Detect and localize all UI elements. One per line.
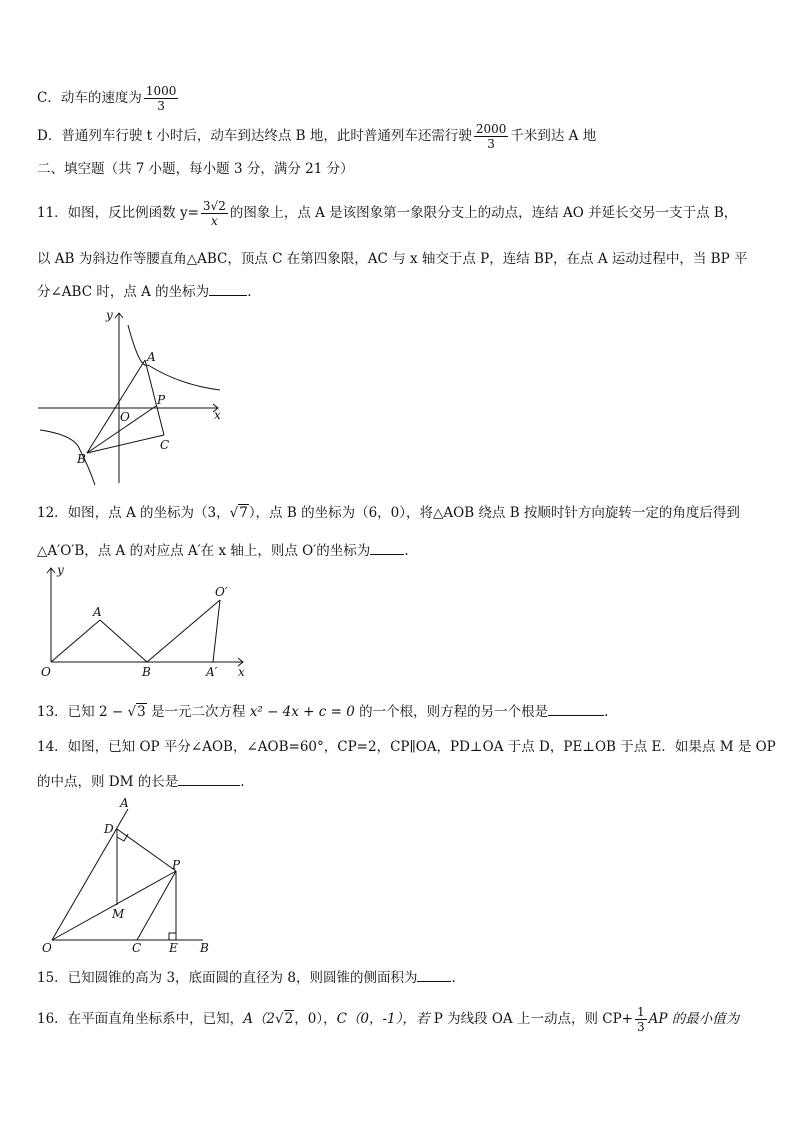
label-c: C	[132, 941, 142, 955]
q11-figure	[30, 305, 230, 490]
q15-end: .	[451, 970, 456, 986]
q12-text-2: ），点 B 的坐标为（6，0），将△AOB 绕点 B 按顺时针方向旋转一定的角度后得到	[248, 505, 740, 521]
q16-line	[37, 1005, 757, 1034]
option-c	[37, 84, 757, 113]
sqrt-radicand: 3	[137, 704, 146, 720]
fraction	[474, 122, 509, 151]
answer-blank[interactable]	[548, 701, 604, 716]
label-o: O	[120, 410, 130, 424]
q13-text: 13．已知 2 −	[37, 704, 128, 720]
q12-text-3: △A′O′B，点 A 的对应点 A′在 x 轴上，则点 O′的坐标为	[37, 543, 371, 559]
label-y: y	[57, 563, 64, 577]
answer-blank[interactable]	[370, 540, 404, 555]
q11-text-3: 分∠ABC 时，点 A 的坐标为	[37, 284, 210, 300]
q15-text: 15．已知圆锥的高为 3，底面圆的直径为 8，则圆锥的侧面积为	[37, 970, 418, 986]
q13-text-2: 是一元二次方程	[146, 704, 250, 720]
hyperbola-branch-2	[40, 430, 95, 485]
segment-o-prime-a-prime	[213, 600, 220, 662]
label-x: x	[238, 665, 245, 679]
hyperbola-branch-1	[128, 325, 220, 390]
segment-dp	[117, 829, 176, 871]
q15-line	[37, 967, 757, 988]
fraction	[144, 84, 179, 113]
q14-figure	[38, 795, 228, 960]
fraction-denominator: 3	[157, 99, 165, 113]
fraction-numerator: 3√2	[202, 199, 226, 213]
q14-end: .	[240, 774, 245, 790]
label-m: M	[112, 907, 125, 921]
q12-end: .	[404, 543, 409, 559]
label-y: y	[106, 308, 113, 322]
q11-end: .	[247, 284, 252, 300]
fraction-numerator: 1	[637, 1005, 645, 1019]
answer-blank[interactable]	[417, 967, 451, 982]
label-e: E	[169, 941, 178, 955]
fraction	[201, 199, 228, 228]
q11-text: 11．如图，反比例函数 y=	[37, 205, 199, 221]
fraction-numerator: 1000	[145, 84, 177, 98]
q11-line3	[37, 281, 757, 302]
segment-bo-prime	[147, 600, 220, 662]
option-d-text: D．普通列车行驶 t 小时后，动车到达终点 B 地，此时普通列车还需行驶	[37, 128, 472, 144]
q11-line1	[37, 199, 757, 228]
label-c: C	[160, 438, 170, 452]
q16-point-c: C（0，-1），若	[336, 1011, 430, 1027]
answer-blank[interactable]	[209, 281, 247, 296]
sqrt: √7	[229, 505, 248, 521]
right-angle-e	[169, 933, 176, 940]
label-a: A	[147, 350, 156, 364]
q13-end: .	[604, 704, 609, 720]
label-x: x	[214, 408, 221, 422]
q12-line2	[37, 540, 757, 561]
q14-text: 的中点，则 DM 的长是	[37, 774, 179, 790]
label-o: O	[42, 941, 52, 955]
fraction-denominator: 3	[637, 1020, 645, 1034]
label-a-prime: A′	[206, 665, 218, 679]
label-d: D	[104, 822, 114, 836]
q11-line2: 以 AB 为斜边作等腰直角△ABC，顶点 C 在第四象限，AC 与 x 轴交于点 P，连结 BP，在点 A 运动过程中，当 BP 平	[37, 251, 748, 267]
label-b: B	[77, 452, 86, 466]
q12-figure	[35, 560, 250, 680]
q13-line	[37, 701, 757, 722]
segment-oa	[51, 620, 100, 662]
sqrt-radicand: 2	[284, 1011, 294, 1027]
q14-line1: 14．如图，已知 OP 平分∠AOB，∠AOB=60°，CP=2，CP∥OA，PD⊥OA 于点 D，PE⊥OB 于点 E．如果点 M 是 OP	[37, 739, 776, 755]
q13-equation: x² − 4x + c = 0	[249, 704, 355, 720]
option-d	[37, 122, 757, 151]
sqrt-radicand: 7	[239, 505, 248, 521]
q14-line2	[37, 771, 757, 792]
label-b: B	[142, 665, 151, 679]
label-a: A	[93, 605, 102, 619]
q13-text-3: 的一个根，则方程的另一个根是	[354, 704, 549, 720]
fraction-numerator: 2000	[475, 122, 507, 136]
q16-point-a: A（2	[243, 1011, 276, 1027]
section-title: 二、填空题（共 7 小题，每小题 3 分，满分 21 分）	[37, 161, 354, 177]
segment-op	[52, 871, 176, 940]
q16-point-a-end: ，0），	[294, 1011, 337, 1027]
label-a: A	[120, 796, 129, 810]
fraction-denominator: 3	[487, 137, 495, 151]
segment-ab	[87, 360, 145, 453]
label-p: P	[157, 393, 166, 407]
option-c-text: C．动车的速度为	[37, 90, 142, 106]
sqrt: √2	[275, 1011, 294, 1027]
answer-blank[interactable]	[178, 771, 240, 786]
fraction-denominator: x	[210, 214, 218, 228]
label-b: B	[200, 941, 209, 955]
q12-line1	[37, 503, 757, 523]
q12-text: 12．如图，点 A 的坐标为（3，	[37, 505, 230, 521]
q11-text-2: 的图象上，点 A 是该图象第一象限分支上的动点，连结 AO 并延长交另一支于点 B，	[229, 205, 738, 221]
segment-ab	[100, 620, 147, 662]
segment-bc	[87, 435, 164, 453]
fraction	[635, 1005, 647, 1034]
q16-text: 16．在平面直角坐标系中，已知，	[37, 1011, 244, 1027]
label-o-prime: O′	[215, 585, 228, 599]
label-o: O	[41, 665, 51, 679]
q16-text-2: P 为线段 OA 上一动点，则 CP+	[429, 1011, 633, 1027]
sqrt: √3	[127, 704, 146, 720]
option-d-suffix: 千米到达 A 地	[510, 128, 597, 144]
q16-text-3: AP 的最小值为	[648, 1011, 740, 1027]
label-p: P	[172, 858, 181, 872]
